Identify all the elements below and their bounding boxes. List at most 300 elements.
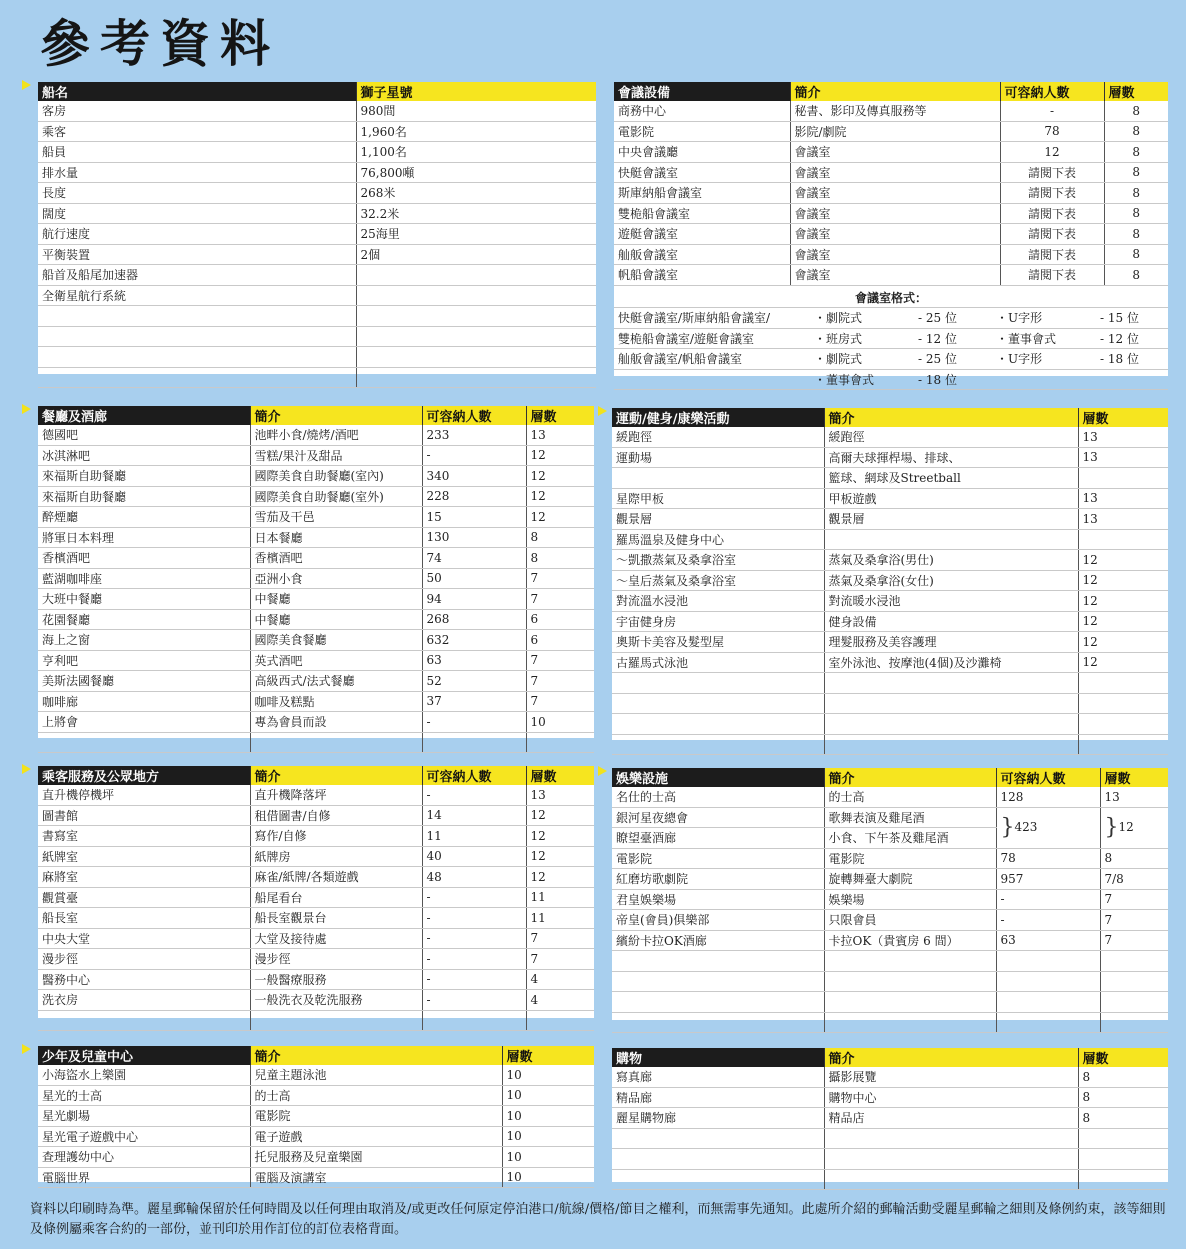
- table-cell: 請閱下表: [1000, 224, 1104, 245]
- table-row: [38, 121, 596, 142]
- table-cell: [614, 369, 810, 390]
- table-cell: 高爾夫球揮桿場、排球、: [824, 447, 1078, 468]
- meeting-body: [614, 101, 1168, 285]
- table-row: [38, 1167, 594, 1188]
- table-cell: 8: [526, 527, 594, 548]
- table-cell: 甲板遊戲: [824, 488, 1078, 509]
- table-cell: 48: [422, 867, 526, 888]
- table-cell: 全衛星航行系統: [38, 285, 356, 306]
- table-cell: 一般醫療服務: [250, 969, 422, 990]
- table-cell: 英式酒吧: [250, 650, 422, 671]
- table-cell: 國際美食自助餐廳(室外): [250, 486, 422, 507]
- table-cell: ・劇院式: [810, 308, 914, 329]
- shopping-body: [612, 1067, 1168, 1190]
- table-row: [38, 203, 596, 224]
- table-row: [38, 805, 594, 826]
- table-cell: 麻將室: [38, 867, 250, 888]
- table-row: [612, 632, 1168, 653]
- table-cell: 268: [422, 609, 526, 630]
- table-cell: - 25 位: [914, 308, 992, 329]
- table-row: [612, 889, 1168, 910]
- table-cell: -: [422, 887, 526, 908]
- table-cell: -: [1000, 101, 1104, 121]
- table-row: [38, 969, 594, 990]
- table-cell: 乘客: [38, 121, 356, 142]
- table-cell: [1078, 529, 1168, 550]
- services-header-3: 層數: [526, 766, 594, 785]
- table-cell: [992, 369, 1096, 390]
- table-cell: 78: [1000, 121, 1104, 142]
- table-cell: 國際美食自助餐廳(室內): [250, 466, 422, 487]
- table-cell: [38, 306, 356, 327]
- table-cell: 星光劇場: [38, 1106, 250, 1127]
- table-cell: 寫作/自修: [250, 826, 422, 847]
- table-row: [38, 568, 594, 589]
- shopping-header-1: 簡介: [824, 1048, 1078, 1067]
- entertainment-body: [612, 787, 1168, 848]
- table-cell: 德國吧: [38, 425, 250, 445]
- table-cell: [824, 1149, 1078, 1170]
- table-cell: 1,100名: [356, 142, 596, 163]
- table-cell: [612, 1149, 824, 1170]
- table-row: [38, 887, 594, 908]
- table-row: [612, 611, 1168, 632]
- table-cell: 8: [1104, 183, 1168, 204]
- table-cell: [38, 732, 250, 753]
- table-cell: 8: [1104, 244, 1168, 265]
- table-cell: 8: [1078, 1067, 1168, 1087]
- table-row: [38, 691, 594, 712]
- table-cell: 長度: [38, 183, 356, 204]
- table-cell: 電影院: [250, 1106, 502, 1127]
- table-cell: 星際甲板: [612, 488, 824, 509]
- table-cell: 會議室: [790, 203, 1000, 224]
- table-cell: 233: [422, 425, 526, 445]
- table-cell: 托兒服務及兒童樂園: [250, 1147, 502, 1168]
- table-cell: 銀河星夜總會: [612, 807, 824, 828]
- table-cell: 船尾看台: [250, 887, 422, 908]
- table-cell: 10: [502, 1106, 594, 1127]
- table-cell: - 25 位: [914, 349, 992, 370]
- table-row: [38, 712, 594, 733]
- table-row: [612, 1087, 1168, 1108]
- table-cell: 君皇娛樂場: [612, 889, 824, 910]
- table-row: [38, 1147, 594, 1168]
- table-cell: [612, 468, 824, 489]
- table-cell: [38, 367, 356, 388]
- table-cell: 632: [422, 630, 526, 651]
- table-row: [612, 488, 1168, 509]
- table-cell: [1078, 734, 1168, 755]
- table-cell: [824, 673, 1078, 694]
- table-cell: ・劇院式: [810, 349, 914, 370]
- table-cell: 7: [526, 589, 594, 610]
- table-cell: 請閱下表: [1000, 162, 1104, 183]
- table-row: [38, 425, 594, 445]
- table-cell: 8: [1078, 1087, 1168, 1108]
- table-cell: 7: [526, 650, 594, 671]
- dining-table: [38, 406, 594, 753]
- table-cell: 13: [1100, 787, 1168, 807]
- brace-icon: }: [1000, 815, 1015, 840]
- table-cell: 亞洲小食: [250, 568, 422, 589]
- page-title: 參考資料: [40, 14, 280, 73]
- table-cell: 理髮服務及美容護理: [824, 632, 1078, 653]
- table-cell: [824, 714, 1078, 735]
- table-row: [612, 570, 1168, 591]
- table-row: [38, 1126, 594, 1147]
- table-cell: [612, 673, 824, 694]
- table-row: [612, 714, 1168, 735]
- table-cell: 室外泳池、按摩池(4個)及沙灘椅: [824, 652, 1078, 673]
- table-cell: 94: [422, 589, 526, 610]
- table-cell: 電影院: [612, 848, 824, 869]
- table-cell: 緩跑徑: [612, 427, 824, 447]
- table-cell: 船長室觀景台: [250, 908, 422, 929]
- table-cell: [250, 732, 422, 753]
- table-cell: [824, 734, 1078, 755]
- table-cell: 對流暖水浸池: [824, 591, 1078, 612]
- table-cell: 7: [526, 928, 594, 949]
- sports-header-1: 簡介: [824, 408, 1078, 427]
- table-cell: 斯庫納船會議室: [614, 183, 790, 204]
- table-cell: - 15 位: [1096, 308, 1168, 329]
- meeting-header-3: 層數: [1104, 82, 1168, 101]
- table-row: [614, 265, 1168, 286]
- table-cell: 7: [1100, 889, 1168, 910]
- table-cell: 醉煙廳: [38, 507, 250, 528]
- table-row: [612, 1169, 1168, 1190]
- table-row: [612, 1108, 1168, 1129]
- table-row: [38, 990, 594, 1011]
- table-row: [614, 224, 1168, 245]
- table-row: [38, 609, 594, 630]
- table-cell: 雪糕/果汁及甜品: [250, 445, 422, 466]
- table-cell: 13: [1078, 447, 1168, 468]
- table-cell: [612, 971, 824, 992]
- shopping-panel: [612, 1048, 1168, 1182]
- table-row: [38, 908, 594, 929]
- table-cell: 小食、下午茶及雞尾酒: [824, 828, 996, 849]
- table-cell: 12: [1078, 550, 1168, 571]
- meeting-body: [614, 308, 1168, 390]
- table-cell: [1078, 673, 1168, 694]
- table-cell: 圖書館: [38, 805, 250, 826]
- table-cell: 32.2米: [356, 203, 596, 224]
- table-cell: 平衡裝置: [38, 244, 356, 265]
- table-cell: [1078, 1149, 1168, 1170]
- table-cell: 6: [526, 609, 594, 630]
- kids-table: [38, 1046, 594, 1188]
- table-cell: 請閱下表: [1000, 265, 1104, 286]
- table-cell: 11: [526, 887, 594, 908]
- table-cell: ・U字形: [992, 308, 1096, 329]
- kids-panel: [38, 1046, 594, 1185]
- meeting-table: [614, 82, 1168, 286]
- table-row: [612, 447, 1168, 468]
- table-cell: [612, 1169, 824, 1190]
- table-cell: 會議室: [790, 224, 1000, 245]
- table-cell: ～皇后蒸氣及桑拿浴室: [612, 570, 824, 591]
- table-cell: 大班中餐廳: [38, 589, 250, 610]
- table-row: [612, 910, 1168, 931]
- table-row: [38, 101, 596, 121]
- table-cell: [356, 306, 596, 327]
- table-cell: 上將會: [38, 712, 250, 733]
- table-cell: 7: [1100, 930, 1168, 951]
- table-cell: 電影院: [614, 121, 790, 142]
- table-row: [612, 468, 1168, 489]
- table-cell: 觀賞臺: [38, 887, 250, 908]
- table-cell: ・董事會式: [810, 369, 914, 390]
- table-row: [612, 652, 1168, 673]
- table-cell: 冰淇淋吧: [38, 445, 250, 466]
- table-cell: 紙牌室: [38, 846, 250, 867]
- table-cell: 的士高: [250, 1085, 502, 1106]
- table-row: [38, 928, 594, 949]
- table-cell: [996, 1012, 1100, 1033]
- entertainment-body: [612, 848, 1168, 1033]
- table-cell: [996, 992, 1100, 1013]
- table-cell: 8: [1104, 142, 1168, 163]
- table-cell: 13: [1078, 488, 1168, 509]
- table-cell: 10: [502, 1147, 594, 1168]
- table-cell: 咖啡廊: [38, 691, 250, 712]
- merged-capacity: 423: [1014, 820, 1038, 834]
- table-cell: 緩跑徑: [824, 427, 1078, 447]
- table-cell: 12: [526, 507, 594, 528]
- table-cell: 商務中心: [614, 101, 790, 121]
- table-cell: 10: [502, 1167, 594, 1188]
- services-header-2: 可容納人數: [422, 766, 526, 785]
- table-cell: 228: [422, 486, 526, 507]
- table-cell: [356, 367, 596, 388]
- table-cell: ・董事會式: [992, 328, 1096, 349]
- table-row: [38, 671, 594, 692]
- table-row: [38, 486, 594, 507]
- table-cell: 只限會員: [824, 910, 996, 931]
- table-row: [612, 529, 1168, 550]
- table-cell: 12: [526, 805, 594, 826]
- format-row: [614, 349, 1168, 370]
- dining-header-1: 簡介: [250, 406, 422, 425]
- table-row: [612, 509, 1168, 530]
- table-cell: 電腦及演講室: [250, 1167, 502, 1188]
- table-cell: 國際美食餐廳: [250, 630, 422, 651]
- section-marker: [598, 766, 607, 776]
- table-cell: [1078, 468, 1168, 489]
- table-cell: [1100, 992, 1168, 1013]
- format-row: [614, 369, 1168, 390]
- meeting-header-2: 可容納人數: [1000, 82, 1104, 101]
- table-cell: 寫真廊: [612, 1067, 824, 1087]
- table-cell: -: [422, 990, 526, 1011]
- table-row: [38, 142, 596, 163]
- services-body: [38, 785, 594, 1031]
- table-cell: [824, 529, 1078, 550]
- table-row: [614, 162, 1168, 183]
- table-cell: 12: [526, 486, 594, 507]
- ship-body: [38, 101, 596, 388]
- table-cell: [824, 693, 1078, 714]
- table-cell: 25海里: [356, 224, 596, 245]
- table-row: [614, 203, 1168, 224]
- table-cell: ・班房式: [810, 328, 914, 349]
- table-row: [38, 1106, 594, 1127]
- table-cell: 10: [502, 1065, 594, 1085]
- table-row: [614, 142, 1168, 163]
- table-cell: 漫步徑: [38, 949, 250, 970]
- table-cell: 船首及船尾加速器: [38, 265, 356, 286]
- table-cell: [996, 971, 1100, 992]
- table-cell: 電子遊戲: [250, 1126, 502, 1147]
- table-row: [612, 930, 1168, 951]
- table-cell: 兒童主題泳池: [250, 1065, 502, 1085]
- table-cell: 航行速度: [38, 224, 356, 245]
- table-cell: 37: [422, 691, 526, 712]
- table-cell: 8: [526, 548, 594, 569]
- ship-specs-panel: [38, 82, 596, 374]
- table-cell: 電腦世界: [38, 1167, 250, 1188]
- table-cell: 雙桅船會議室: [614, 203, 790, 224]
- table-cell: 奧斯卡美容及髮型屋: [612, 632, 824, 653]
- table-row: [612, 550, 1168, 571]
- table-cell: 名仕的士高: [612, 787, 824, 807]
- table-cell: 一般洗衣及乾洗服務: [250, 990, 422, 1011]
- table-cell: 6: [526, 630, 594, 651]
- table-cell: 雙桅船會議室/遊艇會議室: [614, 328, 810, 349]
- ship-name-header: 船名: [38, 82, 356, 101]
- table-cell: 籃球、網球及Streetball: [824, 468, 1078, 489]
- table-row: [612, 734, 1168, 755]
- table-cell: [1078, 1169, 1168, 1190]
- table-cell: [422, 1010, 526, 1031]
- shopping-header-2: 層數: [1078, 1048, 1168, 1067]
- format-row: [614, 308, 1168, 329]
- table-cell: 日本餐廳: [250, 527, 422, 548]
- table-cell: 中餐廳: [250, 609, 422, 630]
- table-cell: 13: [526, 785, 594, 805]
- table-cell: 8: [1104, 224, 1168, 245]
- table-cell: 7: [526, 691, 594, 712]
- entertainment-panel: [612, 768, 1168, 1020]
- table-cell: -: [422, 908, 526, 929]
- table-cell: 精品店: [824, 1108, 1078, 1129]
- table-cell: 957: [996, 869, 1100, 890]
- table-cell: [38, 326, 356, 347]
- meeting-header-0: 會議設備: [614, 82, 790, 101]
- brace-icon: }: [1104, 815, 1119, 840]
- table-row: [612, 971, 1168, 992]
- table-cell: 香檳酒吧: [38, 548, 250, 569]
- table-cell: 12: [1078, 632, 1168, 653]
- table-cell: 歌舞表演及雞尾酒: [824, 807, 996, 828]
- section-marker: [22, 764, 31, 774]
- table-cell: 麻雀/紙牌/各類遊戲: [250, 867, 422, 888]
- table-row: [38, 306, 596, 327]
- table-cell: 醫務中心: [38, 969, 250, 990]
- table-row: [38, 265, 596, 286]
- table-cell: [356, 265, 596, 286]
- sports-table: [612, 408, 1168, 755]
- table-cell: 亨利吧: [38, 650, 250, 671]
- table-cell: [356, 347, 596, 368]
- table-row: [38, 949, 594, 970]
- table-cell: 電影院: [824, 848, 996, 869]
- kids-header-2: 層數: [502, 1046, 594, 1065]
- table-cell: 請閱下表: [1000, 203, 1104, 224]
- table-cell: 帝皇(會員)俱樂部: [612, 910, 824, 931]
- table-cell: 花園餐廳: [38, 609, 250, 630]
- entertainment-header-2: 可容納人數: [996, 768, 1100, 787]
- table-cell: [250, 1010, 422, 1031]
- table-cell: [824, 1012, 996, 1033]
- table-cell: 直升機降落坪: [250, 785, 422, 805]
- dining-header-3: 層數: [526, 406, 594, 425]
- table-cell: [356, 285, 596, 306]
- table-row: [38, 347, 596, 368]
- table-cell: 7: [526, 949, 594, 970]
- table-cell: 書寫室: [38, 826, 250, 847]
- table-cell: 8: [1104, 121, 1168, 142]
- table-cell: 中餐廳: [250, 589, 422, 610]
- table-cell: 遊艇會議室: [614, 224, 790, 245]
- section-marker: [22, 80, 31, 90]
- table-cell: 11: [422, 826, 526, 847]
- table-cell: 小海盜水上樂園: [38, 1065, 250, 1085]
- entertainment-header-1: 簡介: [824, 768, 996, 787]
- table-cell: 蒸氣及桑拿浴(女仕): [824, 570, 1078, 591]
- ship-name-value: 獅子星號: [356, 82, 596, 101]
- table-cell: 快艇會議室: [614, 162, 790, 183]
- table-row: [614, 101, 1168, 121]
- sports-body: [612, 427, 1168, 755]
- table-cell: 影院/劇院: [790, 121, 1000, 142]
- table-cell: 10: [502, 1126, 594, 1147]
- table-cell: [612, 693, 824, 714]
- table-row: [612, 1128, 1168, 1149]
- table-cell: [1096, 369, 1168, 390]
- table-row: [612, 869, 1168, 890]
- table-cell: -: [422, 928, 526, 949]
- meeting-header-1: 簡介: [790, 82, 1000, 101]
- table-cell: 8: [1104, 265, 1168, 286]
- table-cell: 7: [526, 568, 594, 589]
- table-cell: 旋轉舞臺大劇院: [824, 869, 996, 890]
- table-cell: 會議室: [790, 183, 1000, 204]
- table-cell: [1078, 714, 1168, 735]
- table-cell: 中央大堂: [38, 928, 250, 949]
- table-cell: 雪茄及干邑: [250, 507, 422, 528]
- table-row: [612, 992, 1168, 1013]
- services-panel: [38, 766, 594, 1018]
- table-cell: 高級西式/法式餐廳: [250, 671, 422, 692]
- table-cell: 4: [526, 969, 594, 990]
- table-cell: [38, 347, 356, 368]
- table-cell: 查理護幼中心: [38, 1147, 250, 1168]
- table-cell: -: [422, 712, 526, 733]
- table-cell: 76,800噸: [356, 162, 596, 183]
- table-cell: [612, 951, 824, 972]
- sports-header-0: 運動/健身/康樂活動: [612, 408, 824, 427]
- table-row: [614, 121, 1168, 142]
- merged-floor-cell: [1100, 807, 1168, 848]
- entertainment-header-0: 娛樂設施: [612, 768, 824, 787]
- table-cell: 10: [526, 712, 594, 733]
- dining-header-2: 可容納人數: [422, 406, 526, 425]
- table-cell: ・U字形: [992, 349, 1096, 370]
- table-cell: - 12 位: [914, 328, 992, 349]
